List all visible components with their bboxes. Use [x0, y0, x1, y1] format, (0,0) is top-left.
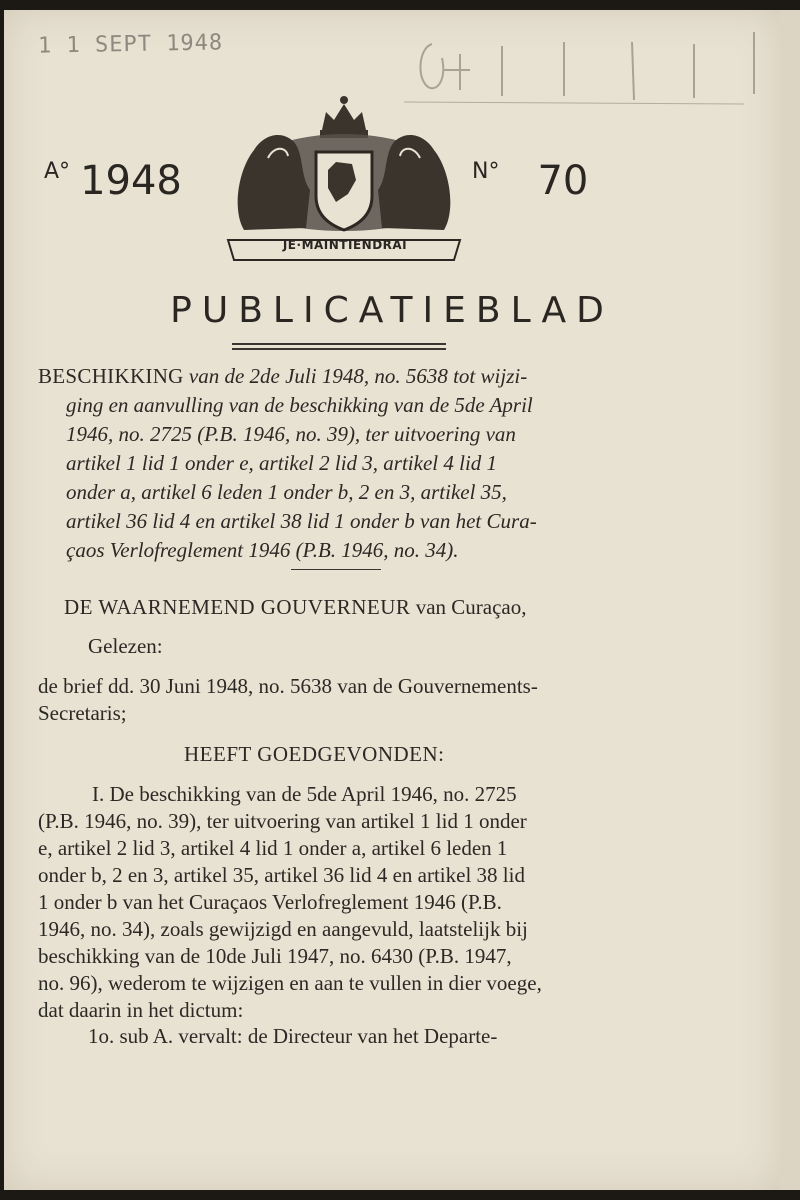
- article-line: beschikking van de 10de Juli 1947, no. 6430 (P.B. 1947,: [38, 944, 512, 968]
- sub-clause-line: 1o. sub A. vervalt: de Directeur van het Departe-: [88, 1024, 498, 1048]
- number-prefix: N°: [472, 159, 500, 184]
- article-line: (P.B. 1946, no. 39), ter uitvoering van artikel 1 lid 1 onder: [38, 809, 527, 833]
- article-line: onder b, 2 en 3, artikel 35, artikel 36 lid 4 en artikel 38 lid: [38, 863, 525, 887]
- volume-year: [44, 158, 182, 204]
- letter-line: de brief dd. 30 Juni 1948, no. 5638 van de Gouvernements-: [38, 674, 538, 698]
- motto-banner: JE·MAINTIENDRAI: [282, 238, 408, 252]
- issuer-line: [64, 594, 526, 621]
- title-rule: [232, 343, 446, 345]
- article-line: no. 96), wederom te wijzigen en aan te vullen in dier voege,: [38, 971, 542, 995]
- date-stamp: 1 1 SEPT 1948: [37, 30, 224, 59]
- document-page: [4, 10, 780, 1190]
- publication-title: PUBLICATIEBLAD: [170, 290, 614, 331]
- year-prefix: A°: [44, 159, 71, 184]
- ruling-line: artikel 36 lid 4 en artikel 38 lid 1 onder b van het Cura-: [66, 509, 537, 533]
- issuer-title: DE WAARNEMEND GOUVERNEUR: [64, 595, 411, 619]
- letter-line: Secretaris;: [38, 701, 127, 725]
- section-divider: [291, 569, 381, 570]
- article-line: dat daarin in het dictum:: [38, 998, 244, 1022]
- ruling-line: çaos Verlofreglement 1946 (P.B. 1946, no. 34).: [66, 538, 459, 562]
- ruling-line: 1946, no. 2725 (P.B. 1946, no. 39), ter uitvoering van: [66, 422, 516, 446]
- decision-heading: HEEFT GOEDGEVONDEN:: [184, 742, 445, 766]
- issue-number: [472, 158, 588, 204]
- page-edge: [780, 10, 800, 1190]
- issuer-place: van Curaçao,: [415, 595, 527, 619]
- article-line: I. De beschikking van de 5de April 1946, no. 2725: [92, 782, 517, 806]
- ruling-line: onder a, artikel 6 leden 1 onder b, 2 en 3, artikel 35,: [66, 480, 507, 504]
- read-label: Gelezen:: [88, 634, 163, 658]
- ruling-heading: [38, 362, 638, 565]
- article-line: e, artikel 2 lid 3, artikel 4 lid 1 onder a, artikel 6 leden 1: [38, 836, 508, 860]
- title-rule: [232, 348, 446, 350]
- number-value: 70: [537, 158, 589, 204]
- ruling-lead: BESCHIKKING: [38, 364, 184, 388]
- article-line: 1946, no. 34), zoals gewijzigd en aangevuld, laatstelijk bij: [38, 917, 528, 941]
- ruling-line: ging en aanvulling van de beschikking van de 5de April: [66, 393, 533, 417]
- ruling-line: artikel 1 lid 1 onder e, artikel 2 lid 3, artikel 4 lid 1: [66, 451, 498, 475]
- article-line: 1 onder b van het Curaçaos Verlofreglement 1946 (P.B.: [38, 890, 502, 914]
- ruling-line: van de 2de Juli 1948, no. 5638 tot wijzi-: [188, 364, 528, 388]
- year-value: 1948: [80, 158, 182, 204]
